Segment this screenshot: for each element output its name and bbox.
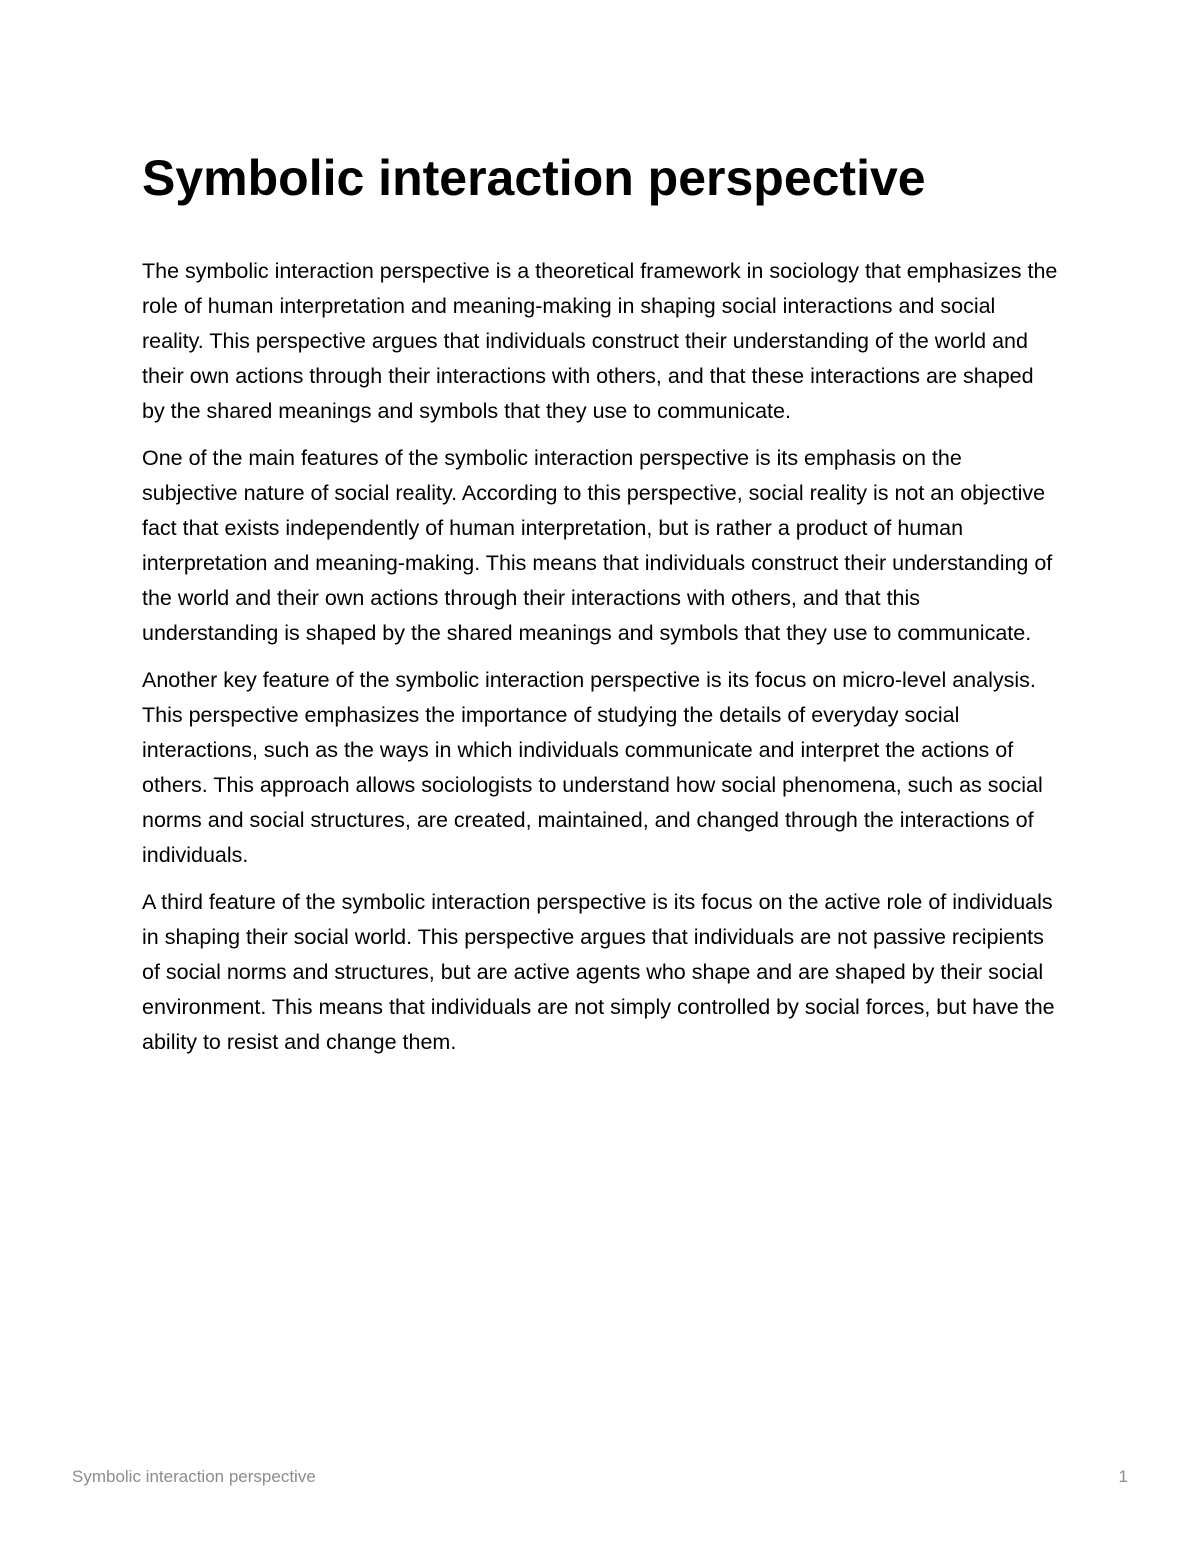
footer-title: Symbolic interaction perspective: [72, 1467, 316, 1486]
document-body: [142, 142, 1062, 1072]
paragraph-1: The symbolic interaction perspective is a theoretical framework in sociology that emphasizes the role of human interpretation and meaning-making in shaping social interactions and social reality. This perspective argues that individuals construct their understanding of the world and their own actions through their interactions with others, and that these interactions are shaped by the shared meanings and symbols that they use to communicate.: [142, 259, 1058, 423]
page-number: 1: [1118, 1467, 1128, 1486]
paragraph-3: Another key feature of the symbolic interaction perspective is its focus on micro-level analysis. This perspective emphasizes the importance of studying the details of everyday social interactions, such as the ways in which individuals communicate and interpret the actions of others. This approach allows sociologists to understand how social phenomena, such as social norms and social structures, are created, maintained, and changed through the interactions of individuals.: [142, 668, 1043, 867]
document-title: Symbolic interaction perspective: [142, 150, 926, 206]
paragraph-2: One of the main features of the symbolic interaction perspective is its emphasis on the subjective nature of social reality. According to this perspective, social reality is not an objective fact that exists independently of human interpretation, but is rather a product of human interpretation and meaning-making. This means that individuals construct their understanding of the world and their own actions through their interactions with others, and that this understanding is shaped by the shared meanings and symbols that they use to communicate.: [142, 446, 1053, 645]
paragraph-4: A third feature of the symbolic interaction perspective is its focus on the active role of individuals in shaping their social world. This perspective argues that individuals are not passive recipients of social norms and structures, but are active agents who shape and are shaped by their social environment. This means that individuals are not simply controlled by social forces, but have the ability to resist and change them.: [142, 890, 1055, 1054]
